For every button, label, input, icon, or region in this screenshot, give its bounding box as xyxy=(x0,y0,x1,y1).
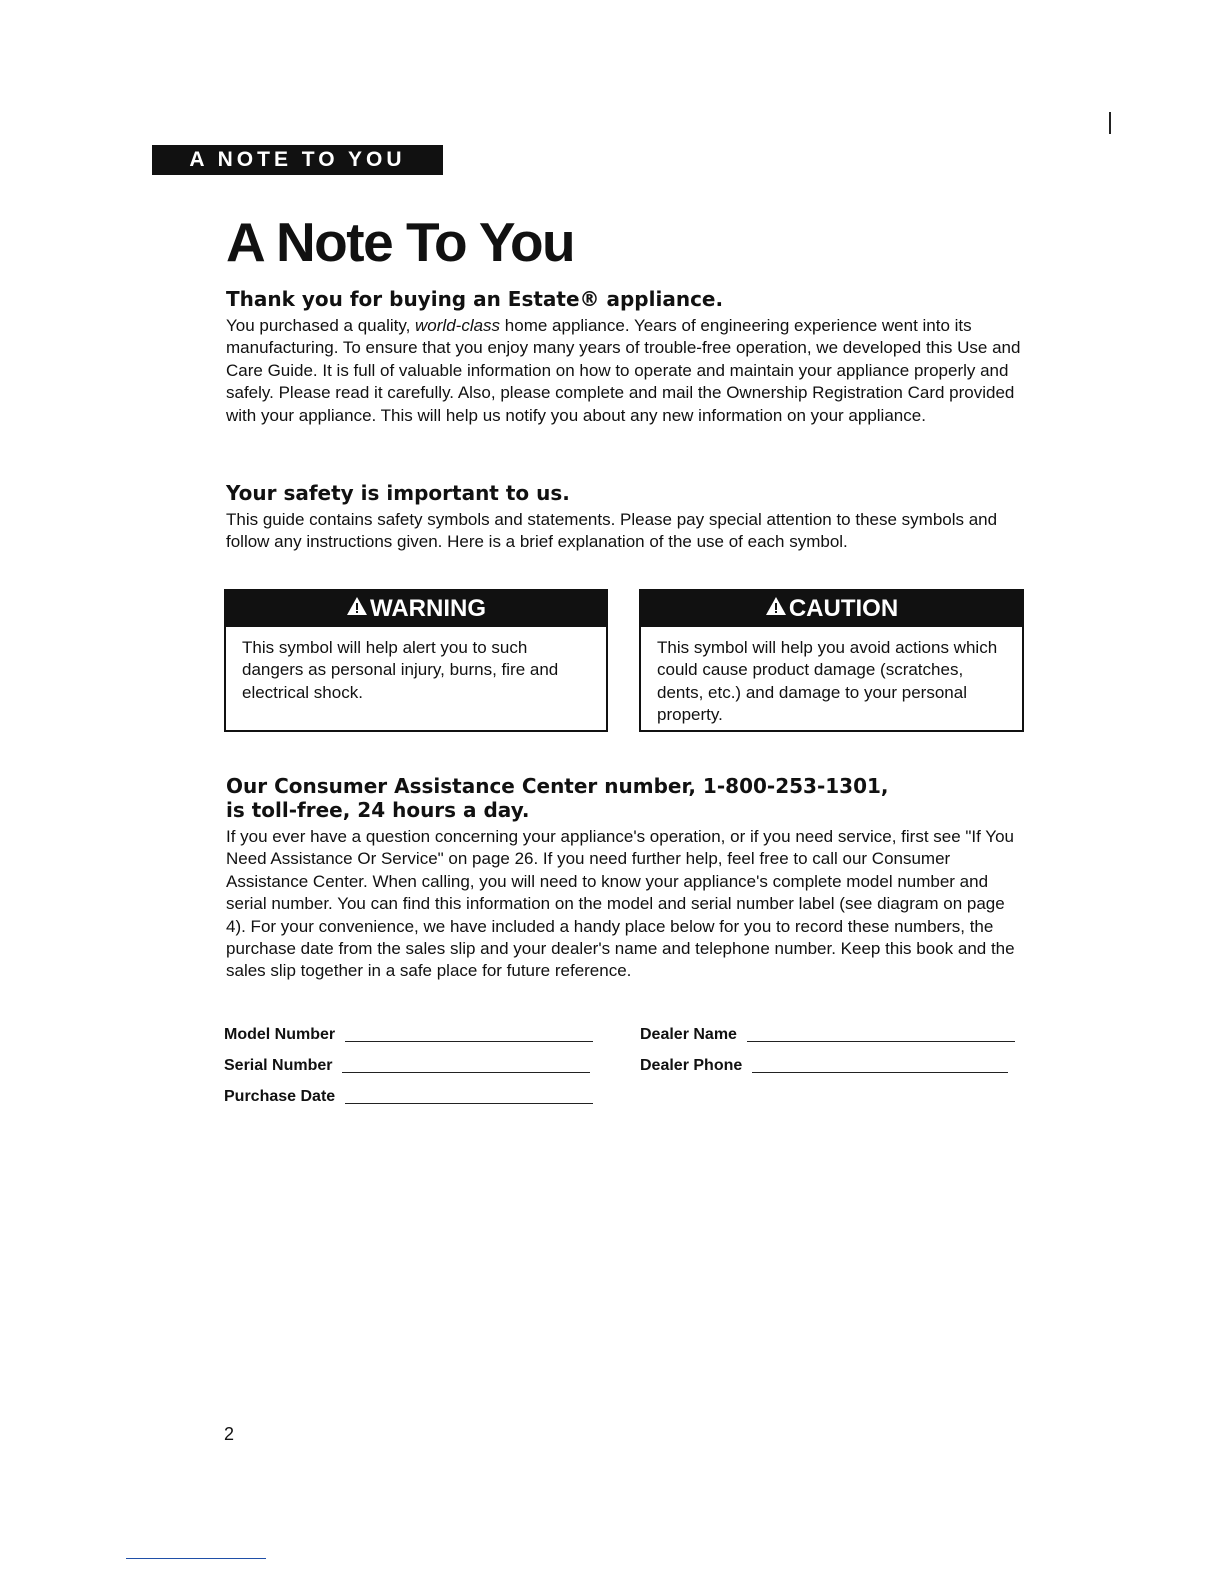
purchase-date-field xyxy=(224,1084,593,1106)
thanks-body xyxy=(226,315,1026,427)
warning-title: WARNING xyxy=(370,595,486,622)
serial-number-label: Serial Number xyxy=(224,1057,333,1074)
page-number: 2 xyxy=(224,1424,235,1444)
dealer-phone-field xyxy=(640,1053,1008,1075)
thanks-body-pre: You purchased a quality, xyxy=(226,316,416,335)
dealer-phone-label: Dealer Phone xyxy=(640,1057,743,1074)
caution-triangle-icon xyxy=(765,596,787,616)
serial-number-line[interactable] xyxy=(342,1071,590,1073)
safety-heading: Your safety is important to us. xyxy=(226,481,570,505)
purchase-date-line[interactable] xyxy=(345,1102,593,1104)
caution-body: This symbol will help you avoid actions which could cause product damage (scratches, dents, etc.) and damage to your personal property. xyxy=(657,638,998,725)
warning-box xyxy=(224,589,608,732)
thanks-section xyxy=(226,287,1026,427)
bottom-rule xyxy=(126,1558,266,1559)
caution-box xyxy=(639,589,1024,732)
safety-body: This guide contains safety symbols and statements. Please pay special attention to these symbols and follow any instructions given. Here is a brief explanation of the use of each symbol. xyxy=(226,510,998,552)
model-number-label: Model Number xyxy=(224,1026,336,1043)
model-number-field xyxy=(224,1022,593,1044)
serial-number-field xyxy=(224,1053,590,1075)
caution-title: CAUTION xyxy=(788,595,899,622)
consumer-section xyxy=(226,774,1026,983)
model-number-line[interactable] xyxy=(345,1040,593,1042)
dealer-name-line[interactable] xyxy=(747,1040,1015,1042)
warning-body: This symbol will help alert you to such dangers as personal injury, burns, fire and electrical shock. xyxy=(242,638,559,702)
thanks-heading: Thank you for buying an Estate® appliance. xyxy=(226,287,724,311)
dealer-name-label: Dealer Name xyxy=(640,1026,737,1043)
consumer-heading-line2: is toll-free, 24 hours a day. xyxy=(226,798,530,822)
consumer-heading-line1: Our Consumer Assistance Center number, 1-800-253-1301, xyxy=(226,774,889,798)
thanks-body-post: home appliance. Years of engineering experience went into its manufacturing. To ensure that you enjoy many years of trouble-free operation, we developed this Use and Care Guide. It is full of valuable information on how to operate and maintain your appliance properly and safely. Please read it carefully. Also, please complete and mail the Ownership Registration Card provided with your appliance. This will help us notify you about any new information on your appliance. xyxy=(226,316,1021,425)
consumer-body: If you ever have a question concerning your appliance's operation, or if you need service, first see "If You Need Assistance Or Service" on page 26. If you need further help, feel free to call our Consumer Assistance Center. When calling, you will need to know your appliance's complete model number and serial number. You can find this information on the model and serial number label (see diagram on page 4). For your convenience, we have included a handy place below for you to record these numbers, the purchase date from the sales slip and your dealer's name and telephone number. Keep this book and the sales slip together in a safe place for future reference. xyxy=(226,827,1015,981)
page-edge-mark xyxy=(1109,112,1111,134)
safety-section xyxy=(226,481,1026,554)
warning-header xyxy=(226,591,606,627)
dealer-name-field xyxy=(640,1022,1015,1044)
dealer-phone-line[interactable] xyxy=(752,1071,1008,1073)
thanks-body-italic: world-class xyxy=(415,316,501,335)
caution-header xyxy=(641,591,1022,627)
warning-triangle-icon xyxy=(346,596,368,616)
section-tab-banner: A NOTE TO YOU xyxy=(152,145,443,175)
page-title: A Note To You xyxy=(226,211,575,273)
purchase-date-label: Purchase Date xyxy=(224,1088,336,1105)
